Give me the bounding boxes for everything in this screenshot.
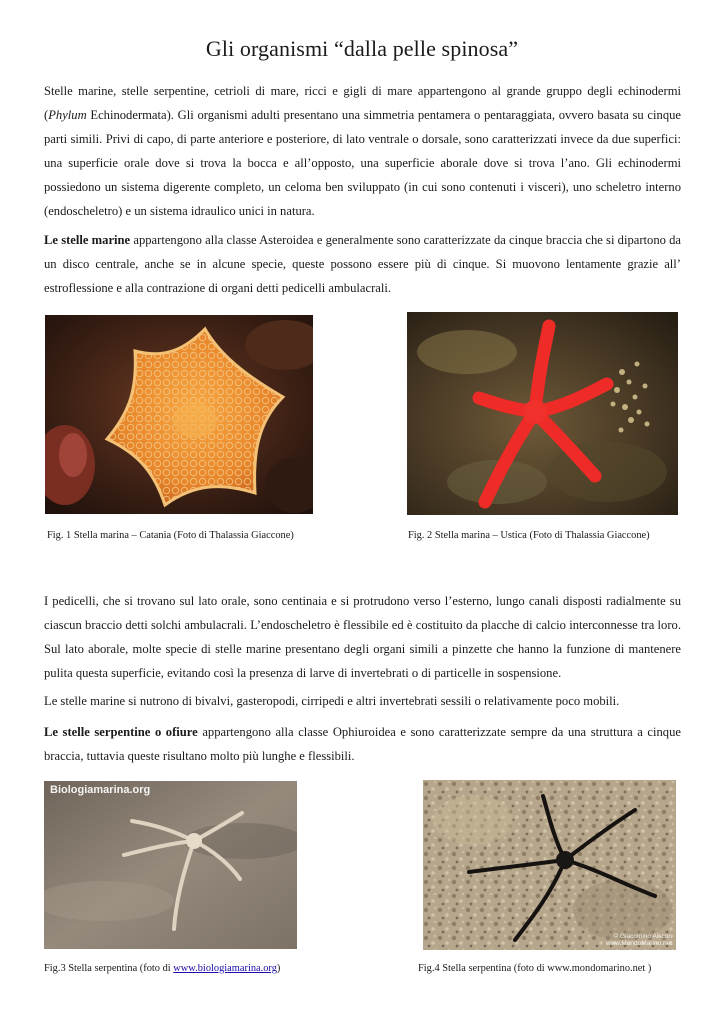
figure-3-caption-text: Fig.3 Stella serpentina (foto di (44, 963, 174, 974)
figure-4-photo (423, 780, 676, 950)
sea-stars-paragraph (44, 228, 681, 300)
figure-1-photo (45, 315, 313, 514)
brittle-stars-text: appartengono alla classe Ophiuroidea e sono caratterizzate sempre da una struttura a cinque braccia, tuttavia queste risultano molto più lunghe e flessibili. (44, 725, 681, 763)
figure-3-caption (44, 963, 280, 974)
page-title: Gli organismi “dalla pelle spinosa” (205, 36, 519, 61)
intro-text-b: Echinodermata). Gli organismi adulti presentano una simmetria pentamera o pentaraggiata, ovvero basata su cinque parti simili. Privi di capo, di parte anteriore e posteriore, di lato ventrale o dorsale, sono caratterizzati invece da due superfici: una superficie orale dove si trova la bocca e all’opposto, una superficie aborale dove si trova l’ano. Gli echinodermi possiedono un sistema digerente completo, un celoma ben sviluppato (in cui sono contenuti i visceri), uno scheletro interno (endoscheletro) e un sistema idraulico unici in natura. (44, 108, 681, 218)
diet-paragraph: Le stelle marine si nutrono di bivalvi, gasteropodi, cirripedi e altri invertebrati sessili o relativamente poco mobili. (44, 694, 620, 708)
biologiamarina-link[interactable]: www.biologiamarina.org (173, 963, 277, 974)
brittle-stars-paragraph (44, 720, 681, 768)
figure-2-caption: Fig. 2 Stella marina – Ustica (Foto di Thalassia Giaccone) (408, 530, 650, 541)
pedicels-paragraph: I pedicelli, che si trovano sul lato orale, sono centinaia e si protrudono verso l’esterno, lungo canali disposti radialmente su ciascun braccio detti solchi ambulacrali. L’endoscheletro è flessibile ed è costituito da placche di calcio interconnesse tra loro. Sul lato aborale, molte specie di stelle marine presentano degli organi simili a pinzette che hanno la funzione di mantenere pulita questa superficie, evitando così la presenza di larve di invertebrati o di particelle in sospensione. (44, 594, 681, 680)
figure-2-photo (407, 312, 678, 515)
figure-3-photo (44, 781, 297, 949)
figure-1-caption: Fig. 1 Stella marina – Catania (Foto di Thalassia Giaccone) (47, 530, 294, 541)
figure-4-watermark (606, 933, 672, 947)
figure-3-caption-end: ) (276, 963, 281, 974)
watermark-credit: © Giacomino Aiscon (613, 933, 672, 940)
watermark-site: www.MondoMarino.net (605, 940, 672, 947)
brittle-stars-heading: Le stelle serpentine o ofiure (44, 725, 198, 739)
intro-paragraph (44, 79, 681, 223)
sea-stars-text: appartengono alla classe Asteroidea e generalmente sono caratterizzate da cinque braccia che si dipartono da un disco centrale, anche se in alcune specie, queste possono essere più di cinque. Si muovono lentamente grazie all’ estroflessione e alla contrazione di organi detti pedicelli ambulacrali. (44, 233, 682, 295)
phylum-term: Phylum (48, 108, 87, 122)
intro-text-a: Stelle marine, stelle serpentine, cetrioli di mare, ricci e gigli di mare appartengono al grande gruppo degli echinodermi ( (44, 84, 681, 122)
sea-stars-heading: Le stelle marine (44, 233, 131, 247)
figure-4-caption: Fig.4 Stella serpentina (foto di www.mondomarino.net ) (418, 963, 652, 974)
figure-3-watermark: Biologiamarina.org (50, 784, 151, 796)
